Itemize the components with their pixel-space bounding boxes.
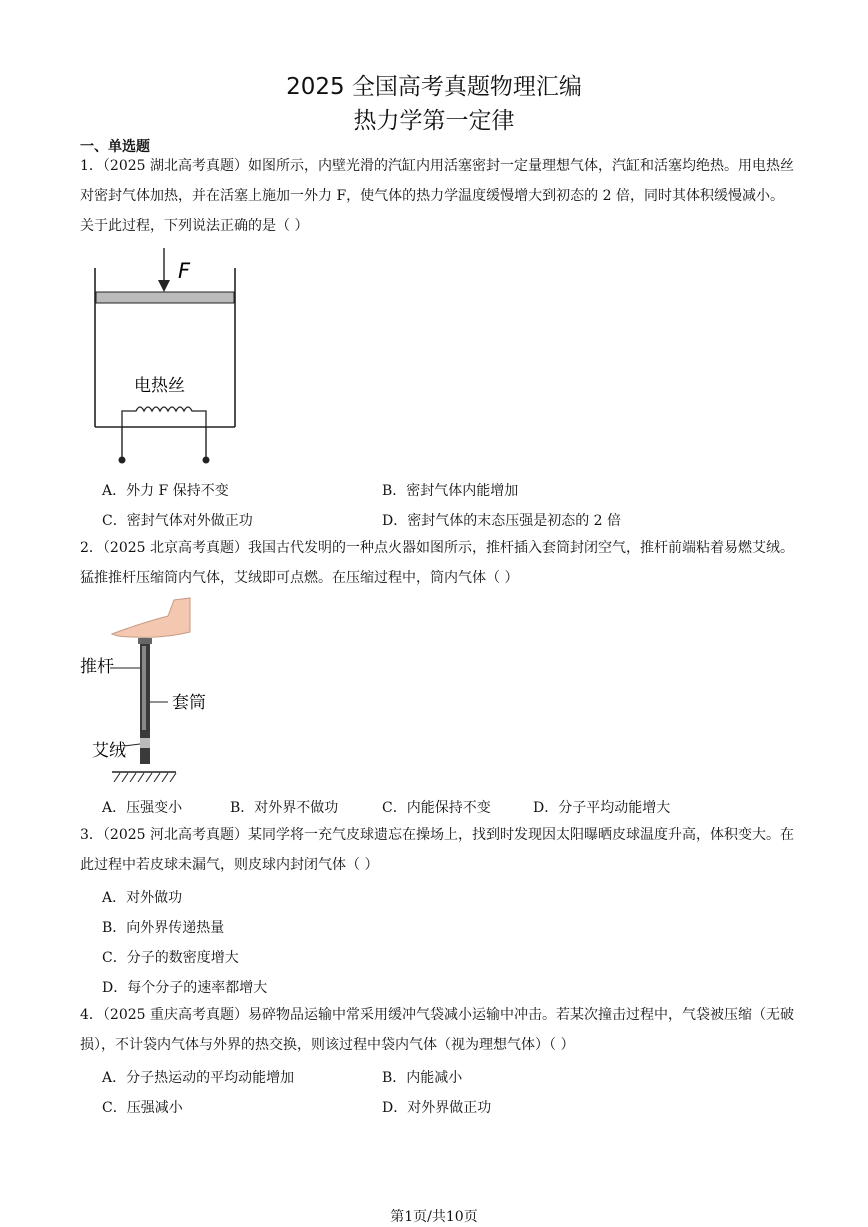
rod-label: 推杆 (80, 657, 114, 677)
question-2-text: 2．（2025 北京高考真题）我国古代发明的一种点火器如图所示，推杆插入套筒封闭空气，推杆前端粘着易燃艾绒。猛推推杆压缩筒内气体，艾绒即可点燃。在压缩过程中，筒内气体（ ） (80, 540, 794, 586)
q1-option-d: D．密封气体的末态压强是初态的 2 倍 (382, 513, 622, 529)
q4-option-a: A．分子热运动的平均动能增加 (102, 1070, 295, 1086)
moxa (140, 738, 150, 748)
moxa-label: 艾绒 (92, 741, 126, 761)
heater-coil (122, 407, 206, 427)
q1-option-a: A．外力 F 保持不变 (102, 483, 229, 499)
page-subtitle: 热力学第一定律 (353, 108, 515, 134)
q4-option-c: C．压强减小 (102, 1100, 183, 1116)
q3-option-b: B．向外界传递热量 (102, 920, 225, 936)
q3-option-c: C．分子的数密度增大 (102, 950, 239, 966)
piston (96, 292, 234, 303)
page-title: 2025 全国高考真题物理汇编 (286, 74, 582, 100)
question-4-text: 4．（2025 重庆高考真题）易碎物品运输中常采用缓冲气袋减小运输中冲击。若某次撞击过程中，气袋被压缩（无破损），不计袋内气体与外界的热交换，则该过程中袋内气体（视为理想气体）（ ） (80, 1007, 794, 1053)
q2-option-b: B．对外界不做功 (230, 800, 339, 816)
question-1-text: 1．（2025 湖北高考真题）如图所示，内壁光滑的汽缸内用活塞密封一定量理想气体，汽缸和活塞均绝热。用电热丝对密封气体加热，并在活塞上施加一外力 F，使气体的热力学温度缓慢增大到初态的 2 倍，同时其体积缓慢减小。关于此过程，下列说法正确的是（ ） (80, 158, 794, 234)
force-label: F (178, 259, 191, 283)
q2-option-d: D．分子平均动能增大 (533, 800, 671, 816)
q1-option-c: C．密封气体对外做正功 (102, 513, 253, 529)
heater-label: 电热丝 (134, 376, 185, 396)
q4-option-d: D．对外界做正功 (382, 1100, 492, 1116)
fire-piston-diagram (78, 596, 218, 786)
hand-shape (112, 598, 190, 637)
q2-option-a: A．压强变小 (102, 800, 183, 816)
question-3-text: 3．（2025 河北高考真题）某同学将一充气皮球遗忘在操场上，找到时发现因太阳曝晒皮球温度升高，体积变大。在此过程中若皮球未漏气，则皮球内封闭气体（ ） (80, 827, 794, 873)
q4-option-b: B．内能减小 (382, 1070, 463, 1086)
q1-option-b: B．密封气体内能增加 (382, 483, 519, 499)
q3-option-d: D．每个分子的速率都增大 (102, 980, 268, 996)
page-footer: 第1页/共10页 (390, 1209, 478, 1225)
q2-option-c: C．内能保持不变 (382, 800, 491, 816)
q3-option-a: A．对外做功 (102, 890, 183, 906)
section-heading: 一、单选题 (80, 139, 150, 155)
sleeve-label: 套筒 (172, 693, 206, 713)
cylinder-diagram (88, 246, 248, 468)
